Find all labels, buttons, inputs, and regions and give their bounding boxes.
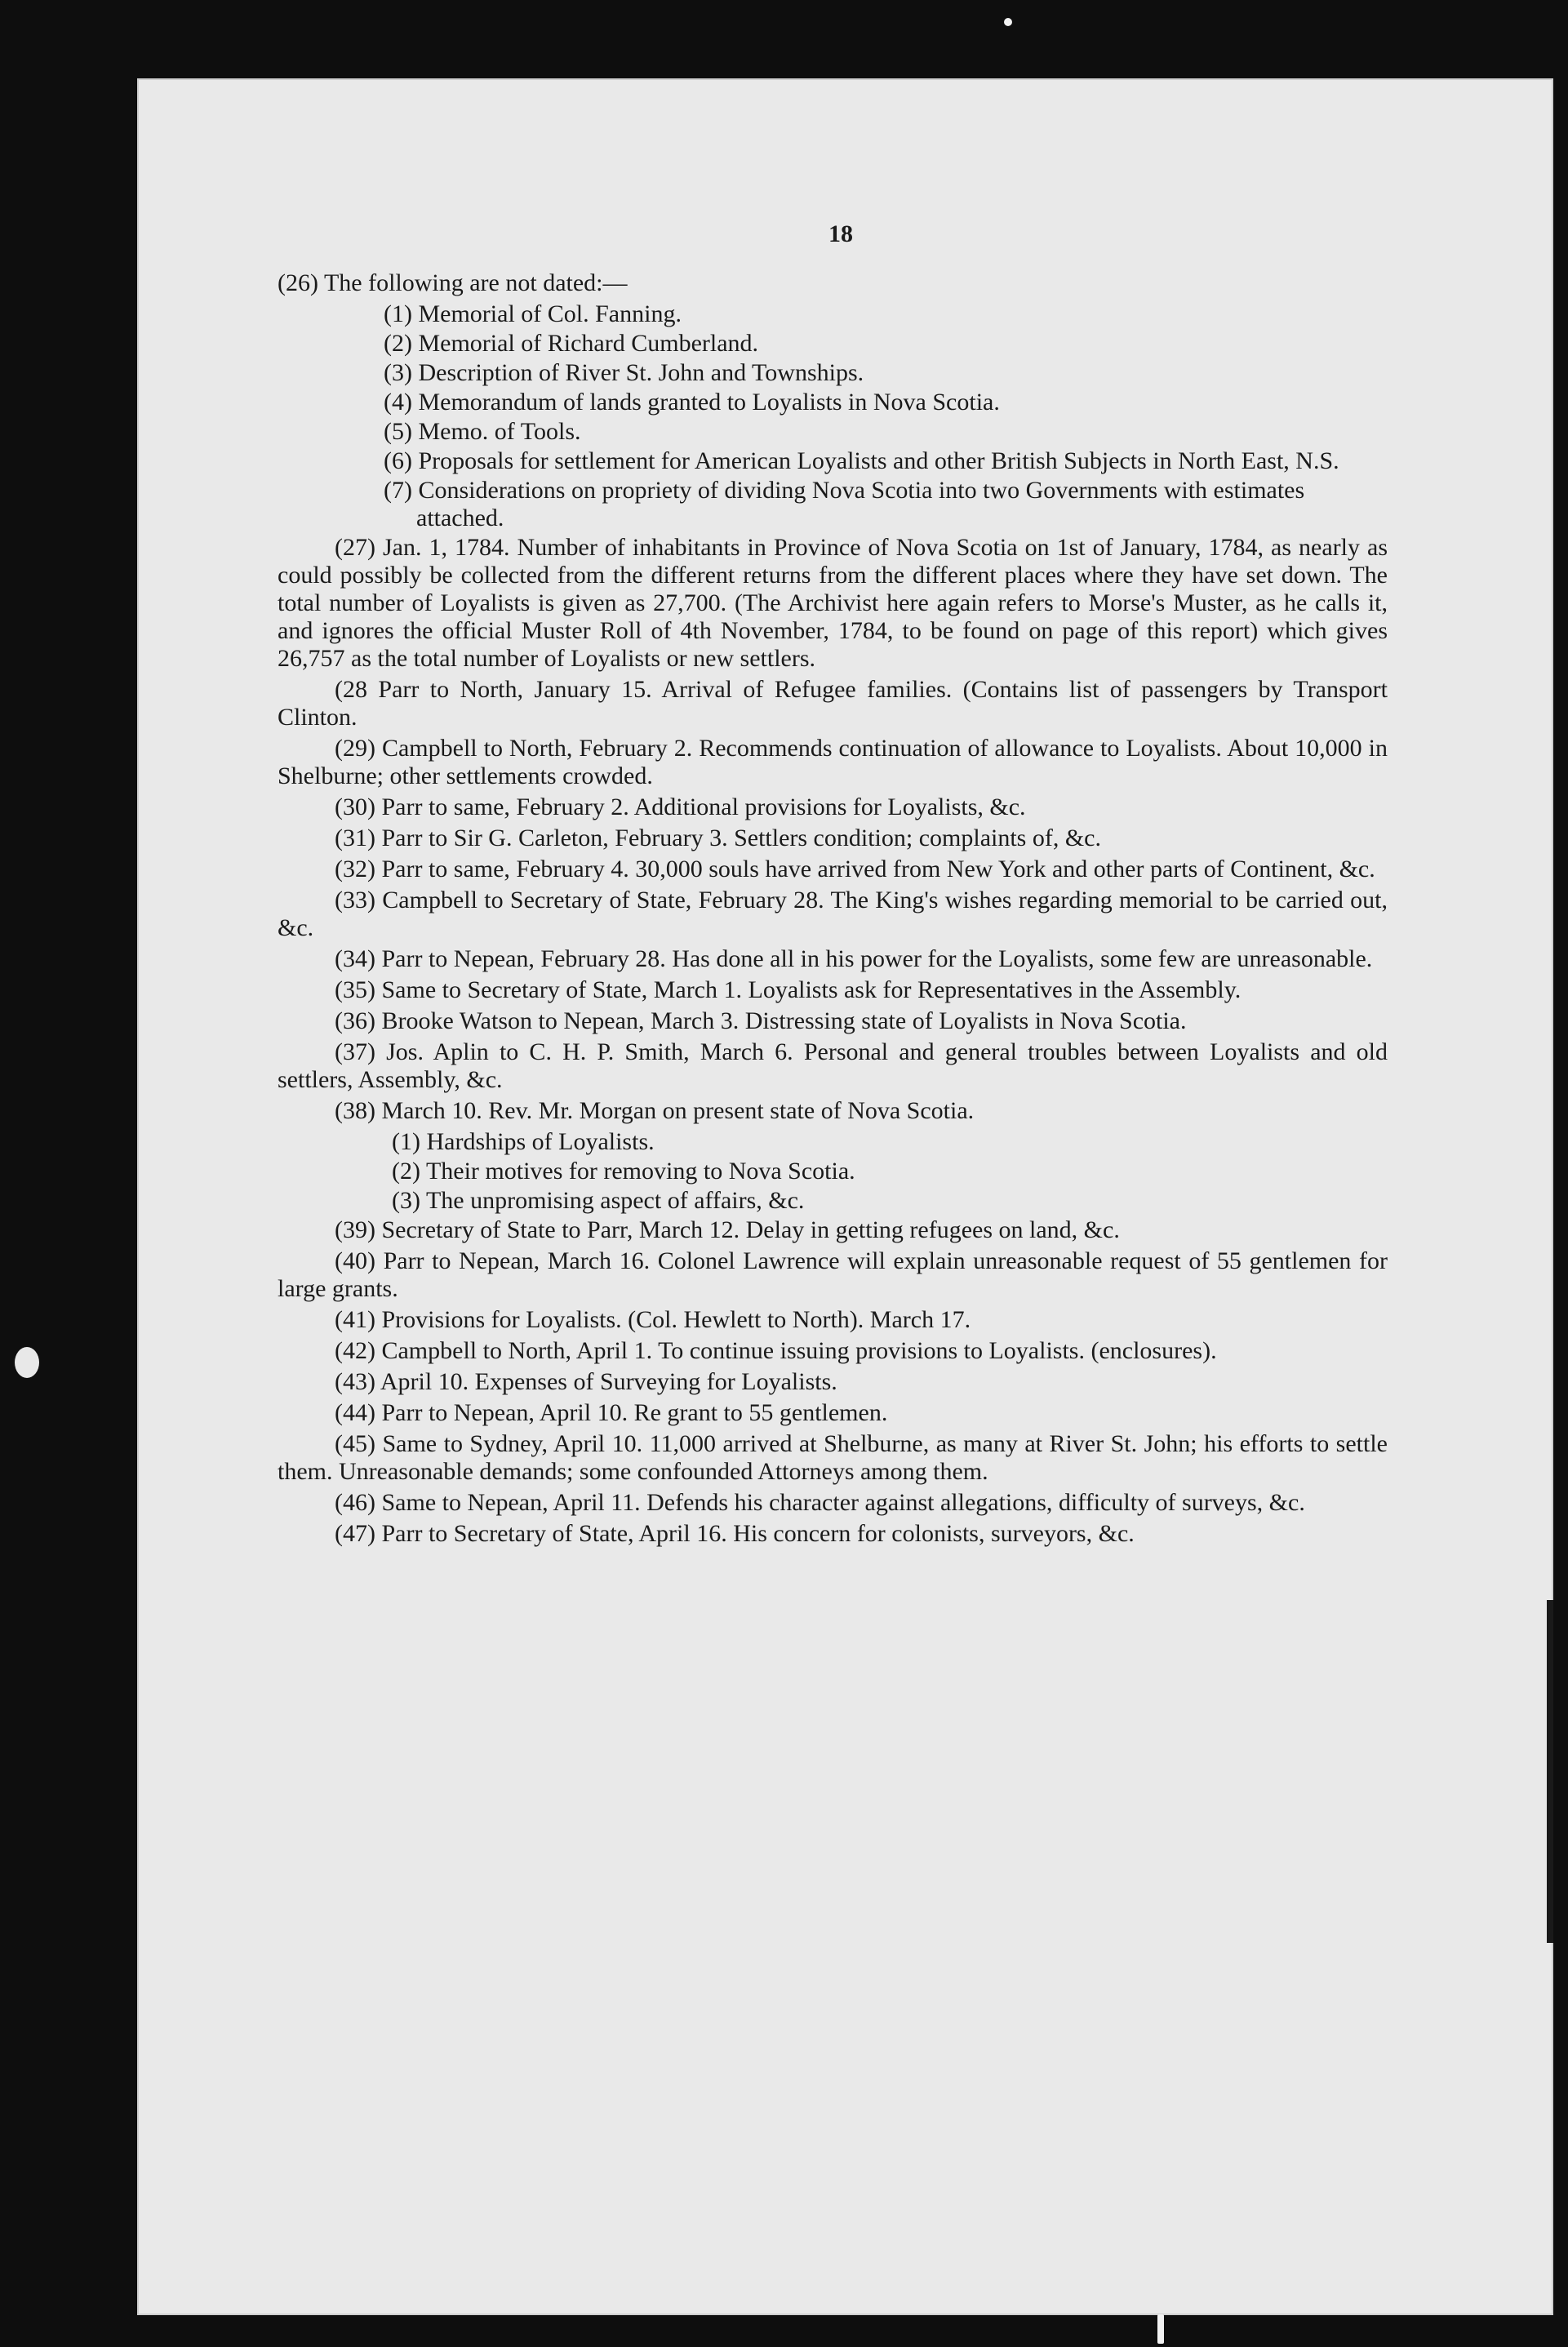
entry-37: (37) Jos. Aplin to C. H. P. Smith, March 6. Personal and general troubles between Loyalists and old settlers, Assembly, &c.	[278, 1038, 1388, 1093]
entry-29: (29) Campbell to North, February 2. Recommends continuation of allowance to Loyalists. About 10,000 in Shelburne; other settlements crowded.	[278, 735, 1388, 789]
entry-38-item: (3) The unpromising aspect of affairs, &c.	[392, 1187, 805, 1214]
entry-27: (27) Jan. 1, 1784. Number of inhabitants in Province of Nova Scotia on 1st of January, 1784, as nearly as could possibly be collected from the different returns from the different places where they have set down. The total number of Loyalists is given as 27,700. (The Archivist here again refers to Morse's Muster, as he calls it, and ignores the official Muster Roll of 4th November, 1784, to be found on page of this report) which gives 26,757 as the total number of Loyalists or new settlers.	[278, 534, 1388, 672]
entry-38-item: (1) Hardships of Loyalists.	[392, 1128, 655, 1155]
entry-35: (35) Same to Secretary of State, March 1. Loyalists ask for Representatives in the Assembly.	[335, 976, 1242, 1003]
scan-blemish	[1157, 2314, 1164, 2344]
entry-38-head: (38) March 10. Rev. Mr. Morgan on present state of Nova Scotia.	[335, 1097, 975, 1124]
scan-blemish	[1004, 18, 1012, 26]
entry-26-head: (26) The following are not dated:—	[278, 269, 628, 296]
entry-36: (36) Brooke Watson to Nepean, March 3. Distressing state of Loyalists in Nova Scotia.	[335, 1007, 1187, 1034]
entry-28: (28 Parr to North, January 15. Arrival of Refugee families. (Contains list of passengers by Transport Clinton.	[278, 676, 1388, 731]
entry-32: (32) Parr to same, February 4. 30,000 souls have arrived from New York and other parts of Continent, &c.	[335, 856, 1375, 882]
entry-26	[278, 269, 1388, 532]
entry-46: (46) Same to Nepean, April 11. Defends his character against allegations, difficulty of surveys, &c.	[335, 1489, 1305, 1516]
entry-30: (30) Parr to same, February 2. Additional provisions for Loyalists, &c.	[335, 793, 1026, 820]
entry-26-item: (5) Memo. of Tools.	[384, 418, 581, 445]
entry-26-item: (2) Memorial of Richard Cumberland.	[384, 330, 759, 357]
entry-26-item: (7) Considerations on propriety of dividing Nova Scotia into two Governments with estimates attached.	[384, 477, 1305, 531]
entry-33: (33) Campbell to Secretary of State, February 28. The King's wishes regarding memorial to be carried out, &c.	[278, 887, 1388, 941]
scan-blemish	[15, 1347, 39, 1378]
entry-26-item: (4) Memorandum of lands granted to Loyalists in Nova Scotia.	[384, 389, 1000, 416]
entry-34: (34) Parr to Nepean, February 28. Has done all in his power for the Loyalists, some few are unreasonable.	[335, 945, 1373, 972]
entry-26-item: (1) Memorial of Col. Fanning.	[384, 300, 682, 327]
entry-42: (42) Campbell to North, April 1. To continue issuing provisions to Loyalists. (enclosures).	[335, 1337, 1217, 1364]
document-page	[278, 220, 1388, 1551]
entry-41: (41) Provisions for Loyalists. (Col. Hewlett to North). March 17.	[335, 1306, 971, 1333]
entry-26-item: (6) Proposals for settlement for American Loyalists and other British Subjects in North East, N.S.	[384, 447, 1339, 474]
entry-40: (40) Parr to Nepean, March 16. Colonel Lawrence will explain unreasonable request of 55 gentlemen for large grants.	[278, 1247, 1388, 1302]
entry-43: (43) April 10. Expenses of Surveying for Loyalists.	[335, 1368, 837, 1395]
entry-26-item: (3) Description of River St. John and Townships.	[384, 359, 864, 386]
entry-38	[278, 1097, 1388, 1215]
entry-44: (44) Parr to Nepean, April 10. Re grant to 55 gentlemen.	[335, 1399, 888, 1426]
entry-47: (47) Parr to Secretary of State, April 16. His concern for colonists, surveyors, &c.	[335, 1520, 1135, 1547]
page-number: 18	[828, 220, 853, 247]
entry-39: (39) Secretary of State to Parr, March 12. Delay in getting refugees on land, &c.	[335, 1216, 1120, 1243]
entry-31: (31) Parr to Sir G. Carleton, February 3. Settlers condition; complaints of, &c.	[335, 825, 1101, 851]
sheet-edge-shadow	[1547, 1600, 1553, 1943]
entry-45: (45) Same to Sydney, April 10. 11,000 arrived at Shelburne, as many at River St. John; his efforts to settle them. Unreasonable demands; some confounded Attorneys among them.	[278, 1430, 1388, 1485]
entry-38-item: (2) Their motives for removing to Nova Scotia.	[392, 1158, 855, 1185]
